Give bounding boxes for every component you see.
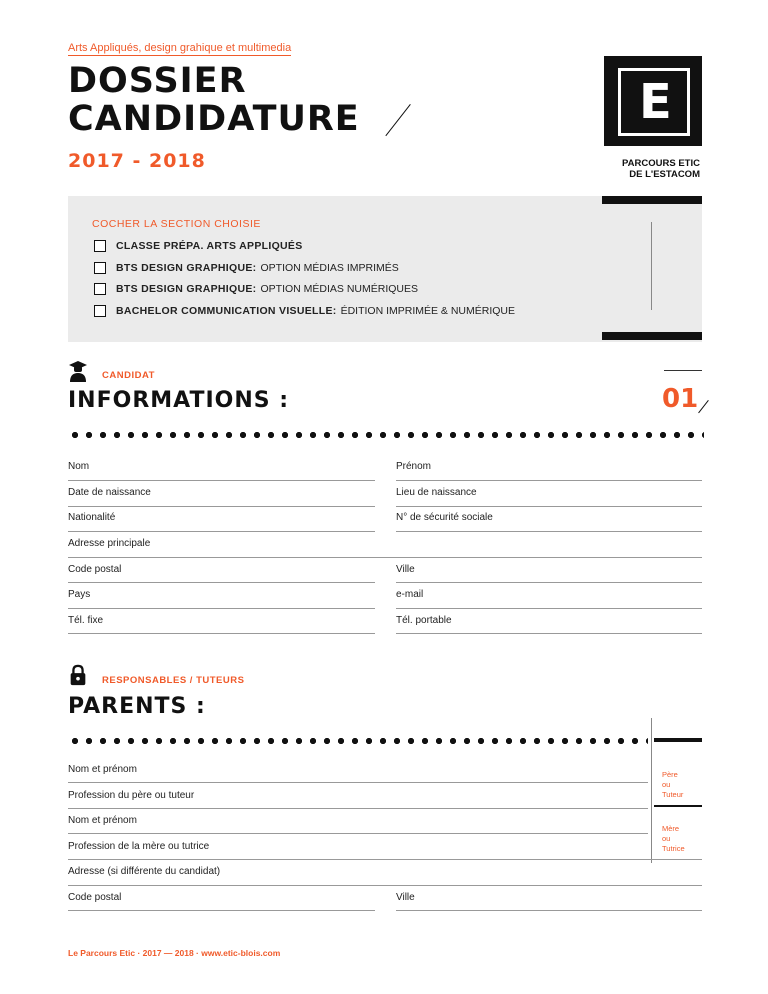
field-nom-prenom-mere: Nom et prénom — [68, 815, 137, 826]
box-bar-bottom — [602, 332, 702, 340]
input-line-nationalite[interactable] — [68, 531, 375, 532]
checkbox[interactable] — [94, 240, 106, 252]
title-line-2: CANDIDATURE — [68, 99, 360, 139]
field-ville-parents: Ville — [396, 892, 415, 903]
field-securite-sociale: N° de sécurité sociale — [396, 512, 493, 523]
field-tel-fixe: Tél. fixe — [68, 615, 104, 626]
input-line-lieu-naissance[interactable] — [396, 506, 702, 507]
number-slash — [698, 400, 709, 413]
school-year: 2017 - 2018 — [68, 150, 206, 172]
side-label-line: Tutrice — [662, 844, 685, 853]
input-line-pays[interactable] — [68, 608, 375, 609]
input-line-nom[interactable] — [68, 480, 375, 481]
input-line-ville-parents[interactable] — [396, 910, 702, 911]
field-code-postal: Code postal — [68, 564, 122, 575]
input-line-ville[interactable] — [396, 582, 702, 583]
dotted-divider — [68, 431, 704, 439]
checkbox[interactable] — [94, 283, 106, 295]
option-bold-label: CLASSE PRÉPA. ARTS APPLIQUÉS — [116, 240, 303, 252]
input-line-adresse-parents[interactable] — [68, 885, 702, 886]
input-line-tel-portable[interactable] — [396, 633, 702, 634]
option-detail: OPTION MÉDIAS NUMÉRIQUES — [260, 283, 418, 295]
field-tel-portable: Tél. portable — [396, 615, 452, 626]
input-line-securite-sociale[interactable] — [396, 531, 702, 532]
dotted-divider-parents — [68, 737, 648, 745]
field-date-naissance: Date de naissance — [68, 487, 151, 498]
field-ville: Ville — [396, 564, 415, 575]
field-pays: Pays — [68, 589, 91, 600]
title-line-1: DOSSIER — [68, 61, 247, 101]
lock-icon — [68, 664, 88, 686]
field-nationalite: Nationalité — [68, 512, 116, 523]
input-line-date-naissance[interactable] — [68, 506, 375, 507]
input-line-nom-prenom-mere[interactable] — [68, 833, 648, 834]
number-line — [664, 370, 702, 371]
field-profession-pere: Profession du père ou tuteur — [68, 790, 195, 801]
parents-bar-top — [654, 738, 702, 742]
option-classe-prepa[interactable] — [94, 238, 307, 254]
title-slash-decoration — [385, 104, 410, 136]
side-label-line: Père — [662, 770, 678, 779]
logo-caption-line-1: PARCOURS ETIC — [622, 158, 700, 169]
option-detail: ÉDITION IMPRIMÉE & NUMÉRIQUE — [340, 305, 516, 317]
option-bts-numeriques[interactable] — [94, 281, 418, 297]
input-line-email[interactable] — [396, 608, 702, 609]
parents-heading: PARENTS : — [68, 694, 206, 719]
box-bar-top — [602, 196, 702, 204]
input-line-code-postal-parents[interactable] — [68, 910, 375, 911]
input-line-code-postal[interactable] — [68, 582, 375, 583]
header-subtitle: Arts Appliqués, design grahique et multimedia — [68, 42, 292, 54]
checkbox[interactable] — [94, 262, 106, 274]
input-line-profession-pere[interactable] — [68, 808, 648, 809]
option-bold-label: BTS DESIGN GRAPHIQUE: — [116, 283, 257, 295]
option-bts-imprimes[interactable] — [94, 260, 399, 276]
parents-side-divider — [651, 718, 652, 863]
candidat-label: CANDIDAT — [102, 370, 155, 381]
logo-letter: E — [639, 74, 672, 130]
input-line-adresse[interactable] — [68, 557, 702, 558]
field-email: e-mail — [396, 589, 424, 600]
side-label-line: ou — [662, 834, 671, 843]
etic-logo — [604, 56, 702, 146]
section-choice-label: COCHER LA SECTION CHOISIE — [92, 218, 261, 230]
option-bachelor[interactable] — [94, 303, 515, 319]
option-bold-label: BTS DESIGN GRAPHIQUE: — [116, 262, 257, 274]
field-nom: Nom — [68, 461, 90, 472]
logo-caption-line-2: DE L'ESTACOM — [629, 169, 700, 180]
field-code-postal-parents: Code postal — [68, 892, 122, 903]
side-label-line: Tuteur — [662, 790, 684, 799]
parents-bar-middle — [654, 805, 702, 807]
page-title — [68, 62, 360, 138]
pere-tuteur-label — [662, 770, 683, 800]
side-label-line: Mère — [662, 824, 680, 833]
informations-heading: INFORMATIONS : — [68, 388, 290, 413]
mere-tutrice-label — [662, 824, 685, 854]
field-adresse-parents: Adresse (si différente du candidat) — [68, 866, 221, 877]
field-adresse: Adresse principale — [68, 538, 151, 549]
responsables-label: RESPONSABLES / TUTEURS — [102, 675, 245, 686]
field-nom-prenom-pere: Nom et prénom — [68, 764, 137, 775]
option-bold-label: BACHELOR COMMUNICATION VISUELLE: — [116, 305, 337, 317]
footer-text: Le Parcours Etic · 2017 — 2018 · www.etic-blois.com — [68, 948, 281, 958]
option-detail: OPTION MÉDIAS IMPRIMÉS — [260, 262, 399, 274]
field-lieu-naissance: Lieu de naissance — [396, 487, 477, 498]
checkbox[interactable] — [94, 305, 106, 317]
graduate-icon — [68, 360, 88, 382]
box-divider — [651, 222, 652, 310]
input-line-prenom[interactable] — [396, 480, 702, 481]
field-profession-mere: Profession de la mère ou tutrice — [68, 841, 210, 852]
logo-caption — [590, 158, 700, 180]
field-prenom: Prénom — [396, 461, 432, 472]
side-label-line: ou — [662, 780, 671, 789]
input-line-profession-mere[interactable] — [68, 859, 702, 860]
logo-frame — [618, 68, 690, 136]
input-line-nom-prenom-pere[interactable] — [68, 782, 648, 783]
section-number: 01 — [662, 384, 699, 414]
input-line-tel-fixe[interactable] — [68, 633, 375, 634]
